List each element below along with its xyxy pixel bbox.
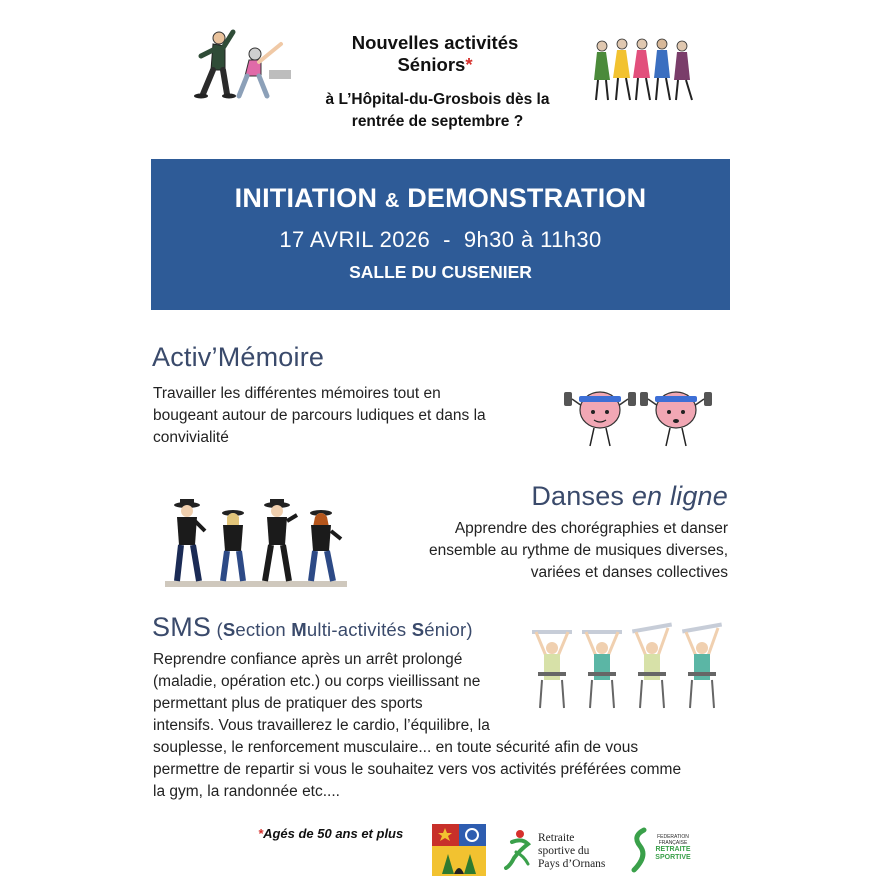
- danses-title: [440, 481, 728, 512]
- memoire-description: [153, 383, 553, 449]
- danses-description: [380, 518, 728, 584]
- header-subtitle-line1: à L’Hôpital-du-Grosbois dès la: [325, 91, 550, 108]
- line-dancers-illustration: [165, 495, 347, 590]
- sms-line: (maladie, opération etc.) ou corps vieillissant ne: [153, 673, 481, 690]
- memoire-line: Travailler les différentes mémoires tout en: [153, 385, 441, 402]
- sms-line: Reprendre confiance après un arrêt prolongé: [153, 651, 463, 668]
- sms-description-part2: [153, 715, 733, 803]
- rspo-logo-text: [538, 832, 612, 871]
- banner-headline-part1: INITIATION: [234, 183, 378, 213]
- rspo-logo-line: Retraite: [538, 832, 575, 844]
- ffrs-logo-text: [650, 834, 696, 862]
- header-subtitle-line2: rentrée de septembre ?: [351, 113, 524, 130]
- dancing-seniors-illustration: [590, 36, 702, 106]
- sms-letter-s2: S: [411, 619, 425, 640]
- sms-letter-m: M: [291, 619, 307, 640]
- sms-line: permettre de repartir si vous le souhaitez vers vos activités préférées comme: [153, 761, 682, 778]
- runner-icon: [502, 828, 534, 870]
- footnote-text: Agés de 50 ans et plus: [263, 826, 404, 841]
- danses-title-italic: en ligne: [631, 481, 728, 511]
- municipal-coat-of-arms-logo: [432, 824, 486, 876]
- sms-word1: ection: [235, 619, 292, 640]
- banner-venue: SALLE DU CUSENIER: [349, 262, 532, 282]
- ffrs-logo-line: FRANÇAISE: [658, 840, 688, 846]
- sms-title: [152, 612, 473, 643]
- header-title-line1: Nouvelles activités: [351, 32, 519, 53]
- danses-line: Apprendre des chorégraphies et danser: [454, 520, 728, 537]
- sms-line: permettant plus de pratiquer des sports: [153, 695, 423, 712]
- banner-date-time: 17 AVRIL 2026 - 9h30 à 11h30: [279, 227, 602, 252]
- ffrs-logo-line: SPORTIVE: [655, 854, 691, 861]
- header-subtitle: [295, 89, 580, 133]
- header-asterisk: *: [465, 54, 473, 75]
- banner-headline: [151, 183, 730, 214]
- sms-word3: énior): [424, 619, 473, 640]
- header-title: [300, 32, 570, 76]
- event-banner: [151, 159, 730, 310]
- brains-lifting-weights-illustration: [562, 380, 712, 464]
- rspo-logo-line: Pays d’Ornans: [538, 858, 606, 870]
- rspo-logo-line: sportive du: [538, 845, 590, 857]
- footnote-asterisk: *: [258, 826, 264, 841]
- sms-paren-open: (: [211, 619, 223, 640]
- sms-line: intensifs. Vous travaillerez le cardio, l’équilibre, la: [153, 717, 490, 734]
- age-footnote: [258, 826, 403, 841]
- memoire-title: Activ’Mémoire: [152, 342, 325, 372]
- ffrs-logo-line: FEDERATION: [657, 834, 689, 840]
- danses-line: ensemble au rythme de musiques diverses,: [429, 542, 728, 559]
- sms-word2: ulti-activités: [306, 619, 412, 640]
- banner-headline-part2: DEMONSTRATION: [407, 183, 647, 213]
- memoire-line: bougeant autour de parcours ludiques et dans la: [153, 407, 486, 424]
- header-title-line2: Séniors: [397, 54, 466, 75]
- seniors-exercising-illustration: [185, 28, 295, 100]
- sms-line: la gym, la randonnée etc....: [153, 783, 340, 800]
- chair-exercise-illustration: [528, 622, 728, 714]
- danses-line: variées et danses collectives: [530, 564, 728, 581]
- memoire-line: convivialité: [153, 429, 229, 446]
- sms-letter-s1: S: [222, 619, 236, 640]
- ffrs-emblem-icon: [628, 826, 652, 874]
- sms-line: souplesse, le renforcement musculaire... en toute sécurité afin de vous: [153, 739, 639, 756]
- ffrs-logo: [628, 826, 696, 874]
- danses-title-plain: Danses: [531, 481, 632, 511]
- banner-headline-amp: &: [384, 190, 400, 212]
- sms-title-acronym: SMS: [152, 612, 212, 642]
- ffrs-logo-line: RETRAITE: [655, 846, 691, 853]
- sms-description-part1: [153, 649, 523, 715]
